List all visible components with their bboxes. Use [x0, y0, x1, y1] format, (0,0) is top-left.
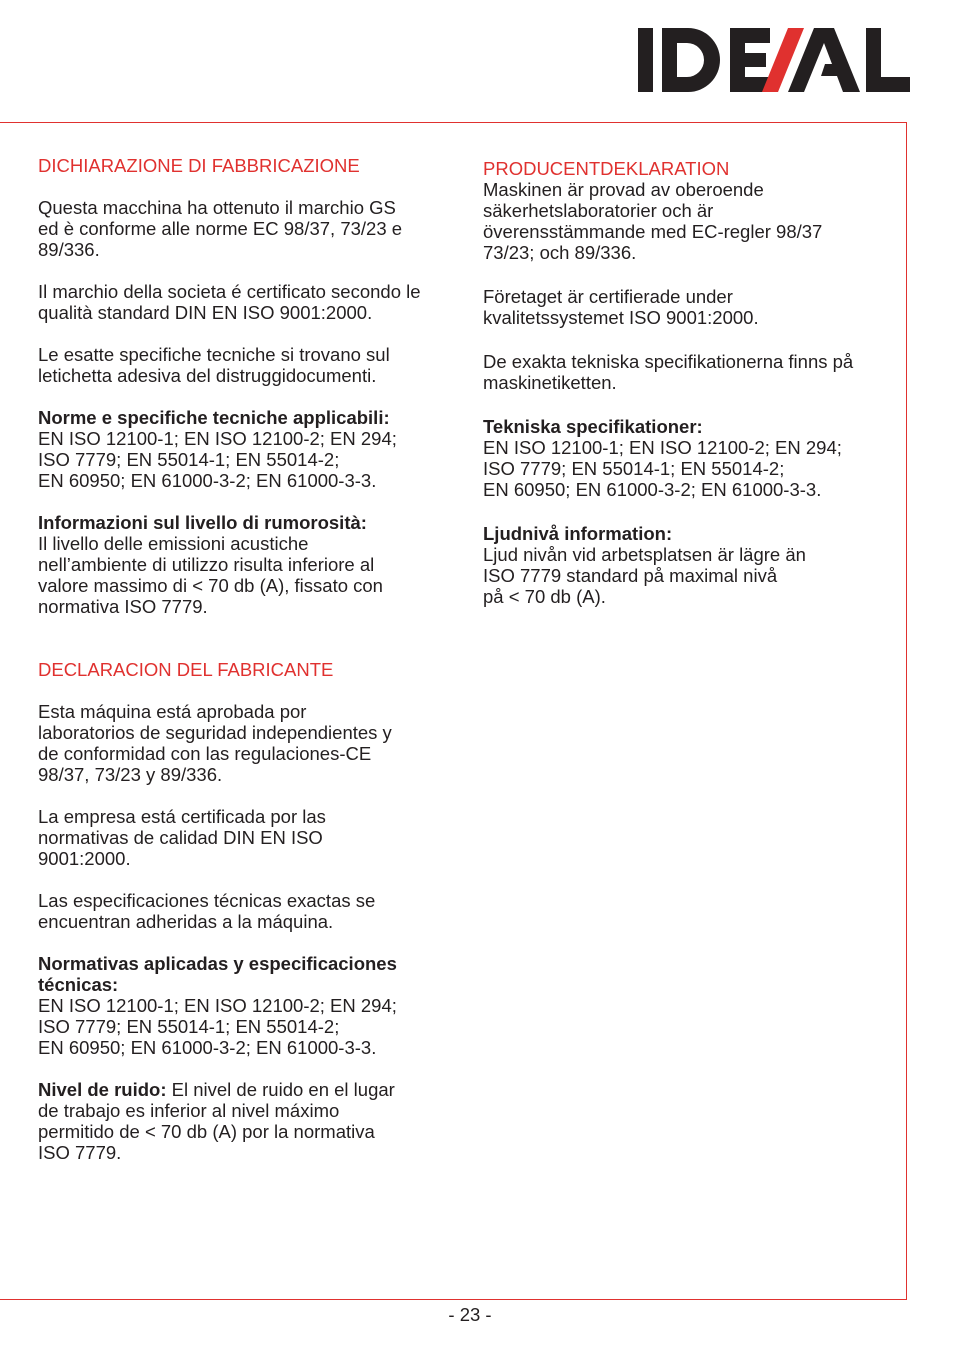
spanish-section [38, 659, 458, 1163]
italian-section [38, 155, 458, 617]
spanish-noise-label: Nivel de ruido: [38, 1079, 167, 1100]
italian-noise-label: Informazioni sul livello di rumorosità: [38, 512, 367, 533]
swedish-noise-text: Ljud nivån vid arbetsplatsen är lägre än ISO 7779 standard på maximal nivå på < 70 db (A). [483, 544, 806, 607]
spanish-paragraph-2: La empresa está certificada por las normativas de calidad DIN EN ISO 9001:2000. [38, 806, 326, 869]
italian-norms-text: EN ISO 12100-1; EN ISO 12100-2; EN 294; ISO 7779; EN 55014-1; EN 55014-2; EN 60950; EN 61000-3-2; EN 61000-3-3. [38, 428, 397, 491]
italian-paragraph-2: Il marchio della societa é certificato secondo le qualità standard DIN EN ISO 9001:2000. [38, 281, 421, 323]
swedish-paragraph-2: Företaget är certifierade under kvalitetssystemet ISO 9001:2000. [483, 286, 759, 328]
italian-noise-text: Il livello delle emissioni acustiche nell’ambiente di utilizzo risulta inferiore al valore massimo di < 70 db (A), fissato con normativa ISO 7779. [38, 533, 383, 617]
spanish-heading: DECLARACION DEL FABRICANTE [38, 659, 334, 680]
swedish-heading: PRODUCENTDEKLARATION [483, 158, 730, 179]
swedish-paragraph-3: De exakta tekniska specifikationerna finns på maskinetiketten. [483, 351, 854, 393]
swedish-specs-label: Tekniska specifikationer: [483, 416, 703, 437]
italian-paragraph-1: Questa macchina ha ottenuto il marchio GS ed è conforme alle norme EC 98/37, 73/23 e 89/336. [38, 197, 403, 260]
right-column [483, 158, 893, 607]
spanish-paragraph-3: Las especificaciones técnicas exactas se encuentran adheridas a la máquina. [38, 890, 376, 932]
left-column [38, 155, 458, 1163]
italian-paragraph-3: Le esatte specifiche tecniche si trovano sul letichetta adesiva del distruggidocumenti. [38, 344, 390, 386]
spanish-norms-label: Normativas aplicadas y especificaciones técnicas: [38, 953, 397, 995]
spanish-norms-text: EN ISO 12100-1; EN ISO 12100-2; EN 294; ISO 7779; EN 55014-1; EN 55014-2; EN 60950; EN 61000-3-2; EN 61000-3-3. [38, 995, 397, 1058]
swedish-section [483, 158, 893, 607]
italian-norms-label: Norme e specifiche tecniche applicabili: [38, 407, 390, 428]
swedish-paragraph-1: Maskinen är provad av oberoende säkerhetslaboratorier och är överensstämmande med EC-regler 98/37 73/23; och 89/336. [483, 179, 823, 263]
swedish-specs-text: EN ISO 12100-1; EN ISO 12100-2; EN 294; ISO 7779; EN 55014-1; EN 55014-2; EN 60950; EN 61000-3-2; EN 61000-3-3. [483, 437, 842, 500]
spanish-noise-paragraph [38, 1079, 458, 1163]
italian-heading: DICHIARAZIONE DI FABBRICAZIONE [38, 155, 360, 176]
page-number: - 23 - [448, 1304, 492, 1325]
spanish-noise-text: El nivel de ruido en el lugar de trabajo es inferior al nivel máximo permitido de < 70 db (A) por la normativa ISO 7779. [38, 1079, 395, 1163]
ideal-logo [638, 26, 910, 94]
spanish-paragraph-1: Esta máquina está aprobada por laboratorios de seguridad independientes y de conformidad con las regulaciones-CE 98/37, 73/23 y 89/336. [38, 701, 392, 785]
swedish-noise-label: Ljudnivå information: [483, 523, 673, 544]
